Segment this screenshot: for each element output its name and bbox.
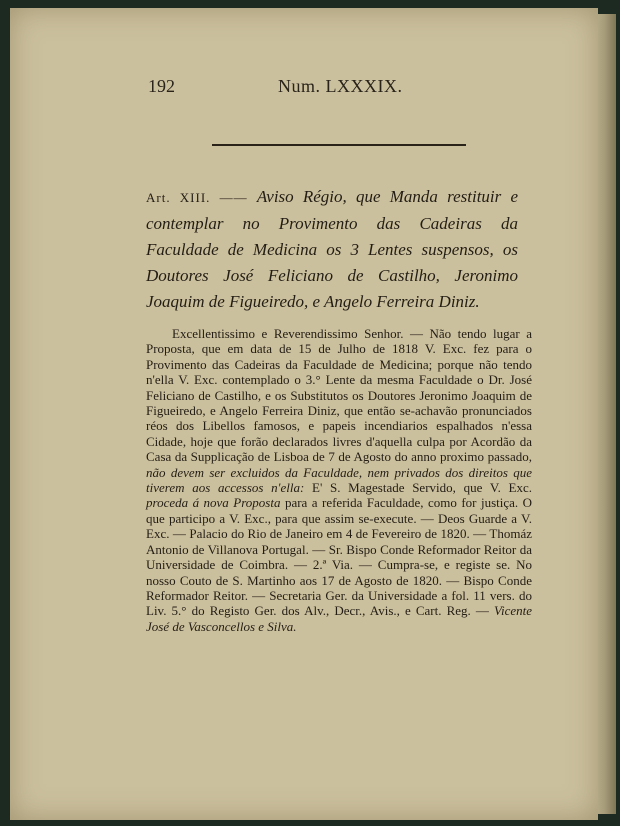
- article-title: Aviso Régio, que Manda restituir e contemplar no Provimento das Cadeiras da Faculdade de Medicina os 3 Lentes suspensos, os Doutores José Feliciano de Castilho, Jeronimo Joaquim de Figueiredo, e Angelo Ferreira Diniz.: [146, 187, 519, 311]
- article-label: Art. XIII. ——: [146, 190, 248, 205]
- body-italic-1: não devem ser excluidos da Faculdade, nem privados dos direitos que tiverem aos accessos n'ella:: [146, 464, 532, 496]
- page-number: 192: [148, 76, 175, 96]
- article-heading: [146, 184, 518, 315]
- body-part-1: Excellentissimo e Reverendissimo Senhor. — Não tendo lugar a Proposta, que em data de 15 de Julho de 1818 V. Exc. fez para o Provimento das Cadeiras da Faculdade de Medicina; porque não tendo n'ella V. Exc. contemplado o 3.° Lente da mesma Faculdade o Dr. José Feliciano de Castilho, e os Substitutos os Doutores Jeronimo Joaquim de Figueiredo, e Angelo Ferreira Diniz, que então se-achavão pronunciados réos dos Libellos famosos, e papeis incendiarios espalhados n'essa Cidade, hoje que forão declarados livres d'aquella culpa por Acordão da Casa da Supplicação de Lisboa de 7 de Agosto do anno proximo passado,: [146, 326, 532, 465]
- signature: Vicente José de Vasconcellos e Silva.: [146, 603, 532, 634]
- body-part-2: E' S. Magestade Servido, que V. Exc.: [312, 480, 532, 496]
- running-title: Num. LXXXIX.: [278, 76, 403, 96]
- body-italic-2: proceda á nova Proposta: [146, 495, 281, 511]
- body-part-3: para a referida Faculdade, como for justiça. O que participo a V. Exc., para que assim se-execute. — Deos Guarde a V. Exc. — Palacio do Rio de Janeiro em 4 de Fevereiro de 1820. — Thomáz Antonio de Villanova Portugal. — Sr. Bispo Conde Reformador Reitor da Universidade de Coimbra. — 2.ª Via. — Cumpra-se, e registe se. No nosso Couto de S. Martinho aos 17 de Agosto de 1820. — Bispo Conde Reformador Reitor. — Secretaria Ger. da Universidade a fol. 11 vers. do Liv. 5.° do Registo Ger. dos Alv., Decr., Avis., e Cart. Reg. —: [146, 495, 533, 619]
- article-body: [146, 326, 532, 634]
- title-rule: [212, 144, 466, 146]
